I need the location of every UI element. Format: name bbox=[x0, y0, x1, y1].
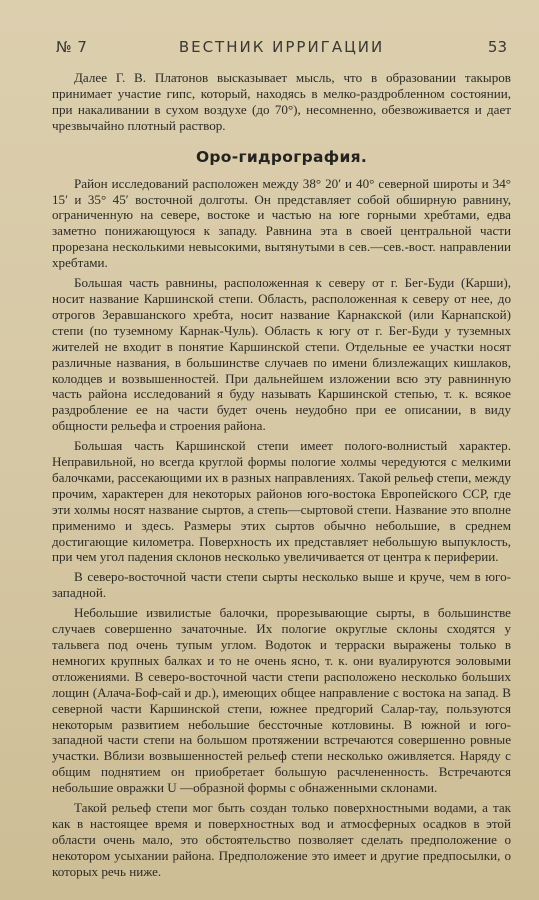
paragraph-relief: Большая часть Каршинской степи имеет полого-волнистый характер. Неправильной, но всегда круглой формы пологие холмы чередуются с мелкими балочками, рассекающими их в разных направлениях. Такой рельеф степи, между прочим, характерен для некоторых районов юго-востока Европейского ССР, где эти холмы носят название сыртов, а степь—сыртовой степи. Название это вполне применимо и здесь. Размеры этих сыртов обычно небольшие, в среднем достигающие километра. Поверхность их представляет небольшую выпуклость, при чем угол падения склонов несколько увеличивается от центра к периферии. bbox=[52, 438, 511, 565]
paragraph-northeast: В северо-восточной части степи сырты несколько выше и круче, чем в юго-западной. bbox=[52, 569, 511, 601]
issue-number: № 7 bbox=[56, 38, 88, 56]
paragraph-location: Район исследований расположен между 38° 20′ и 40° северной широты и 34° 15′ и 35° 45′ восточной долготы. Он представляет собой обширную равнину, ограниченную на севере, востоке и частью на юге горными хребтами, едва заметно понижающуюся к западу. Равнина эта в своей центральной части прорезана несколькими невысокими, вытянутыми в сев.—сев.-вост. направлении хребтами. bbox=[52, 175, 511, 271]
page-header bbox=[52, 34, 511, 64]
paragraph-surface-waters: Такой рельеф степи мог быть создан только поверхностными водами, а так как в настоящее время и поверхностных вод и атмосферных осадков в этой области очень мало, это обстоятельство позволяет сделать предположение о некотором усыхании района. Предположение это имеет и другие предпосылки, о которых речь ниже. bbox=[52, 800, 511, 879]
section-title: Оро-гидрография. bbox=[195, 147, 368, 166]
page-number: 53 bbox=[487, 38, 507, 56]
journal-title: ВЕСТНИК ИРРИГАЦИИ bbox=[178, 38, 385, 56]
paragraph-karshi-steppe: Большая часть равнины, расположенная к северу от г. Бег-Буди (Карши), носит название Каршинской степи. Область, расположенная к северу от нее, до отрогов Зеравшанского хребта, носит название Карнакской (или Карнапской) степи (по туземному Карнак-Чуль). Область к югу от г. Бег-Буди у туземных жителей не входит в понятие Каршинской степи. Отдельные ее участки носят различные названия, в большинстве случаев по имени близлежащих кишлаков, колодцев и возвышенностей. При дальнейшем изложении всю эту равнинную часть района исследований я буду называть Каршинской степью, т. к. всякое раздробление ее на части будет очень неудобно при ее описании, в виду общности рельефа и строения района. bbox=[52, 275, 511, 434]
intro-paragraph: Далее Г. В. Платонов высказывает мысль, что в образовании такыров принимает участие гипс, который, находясь в мелко-раздробленном состоянии, при накаливании в сухом воздухе (до 70°), несомненно, обезвоживается и дает чрезвычайно плотный раствор. bbox=[52, 70, 511, 133]
paragraph-ravines: Небольшие извилистые балочки, прорезывающие сырты, в большинстве случаев совершенно зачаточные. Их пологие округлые склоны сходятся у тальвега под очень тупым углом. Водоток и терраски выражены только в немногих крупных балках и то не очень ясно, т. к. они вуалируются эоловыми отложениями. В северо-восточной части степи расположено несколько больших лощин (Алача-Боф-сай и др.), имеющих общее направление с востока на запад. В северной части Каршинской степи, южнее предгорий Салар-тау, пользуются некоторым развитием небольшие бессточные котловины. В южной и юго-западной части степи на большом протяжении встречаются совершенно ровные участки. Вблизи возвышенностей рельеф степи несколько оживляется. Наряду с общим поднятием он приобретает большую расчлененность. Встречаются небольшие овражки U —образной формы с обнаженными склонами. bbox=[52, 605, 511, 796]
article-body bbox=[52, 70, 511, 880]
